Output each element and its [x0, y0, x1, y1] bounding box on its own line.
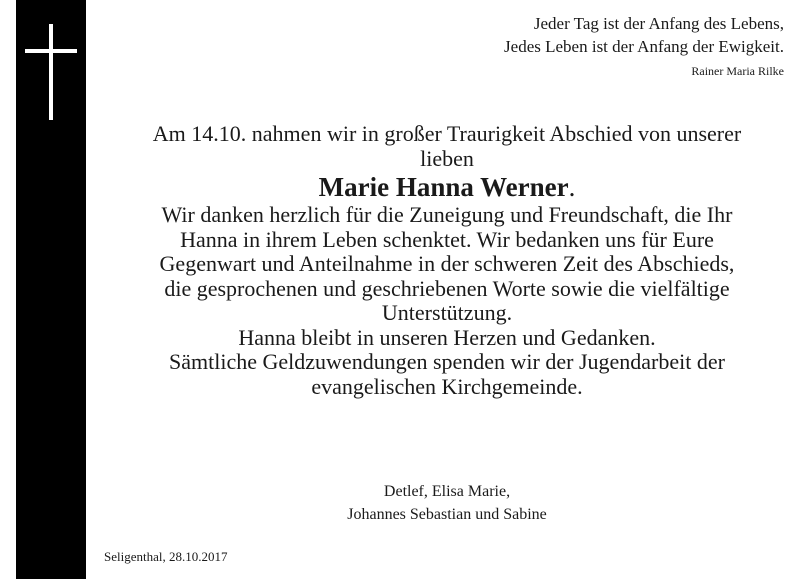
notice-body: [110, 122, 784, 399]
cross-icon: [16, 24, 86, 120]
cross-horizontal-beam: [25, 49, 77, 53]
place-date: Seligenthal, 28.10.2017: [104, 549, 228, 564]
cross-vertical-beam: [49, 24, 53, 120]
deceased-name-line: [110, 171, 784, 203]
thanks-line-4: die gesprochenen und geschriebenen Worte sowie die vielfältige: [164, 275, 730, 301]
intro-line-2: lieben: [420, 145, 474, 171]
quote-line-1: Jeder Tag ist der Anfang des Lebens,: [533, 14, 784, 33]
signers-line-2: Johannes Sebastian und Sabine: [347, 506, 547, 523]
name-period: .: [568, 172, 576, 202]
quote-line-2: Jedes Leben ist der Anfang der Ewigkeit.: [504, 37, 784, 56]
thanks-line-5: Unterstützung.: [381, 300, 513, 325]
memory-line: Hanna bleibt in unseren Herzen und Gedanken.: [238, 324, 656, 350]
thanks-line-3: Gegenwart und Anteilnahme in der schweren Zeit des Abschieds,: [159, 251, 735, 276]
thanks-line-2: Hanna in ihrem Leben schenktet. Wir bedanken uns für Eure: [180, 226, 714, 252]
intro-line-1: Am 14.10. nahmen wir in großer Traurigkeit Abschied von unserer: [152, 121, 742, 146]
donation-line-1: Sämtliche Geldzuwendungen spenden wir der Jugendarbeit der: [169, 349, 725, 374]
quote-author: Rainer Maria Rilke: [691, 64, 784, 78]
thanks-line-1: Wir danken herzlich für die Zuneigung und Freundschaft, die Ihr: [161, 202, 733, 227]
donation-line-2: evangelischen Kirchgemeinde.: [311, 373, 583, 399]
signers: [110, 480, 784, 526]
rilke-quote: [504, 12, 784, 79]
deceased-name: Marie Hanna Werner: [318, 172, 569, 202]
signers-line-1: Detlef, Elisa Marie,: [383, 483, 511, 500]
